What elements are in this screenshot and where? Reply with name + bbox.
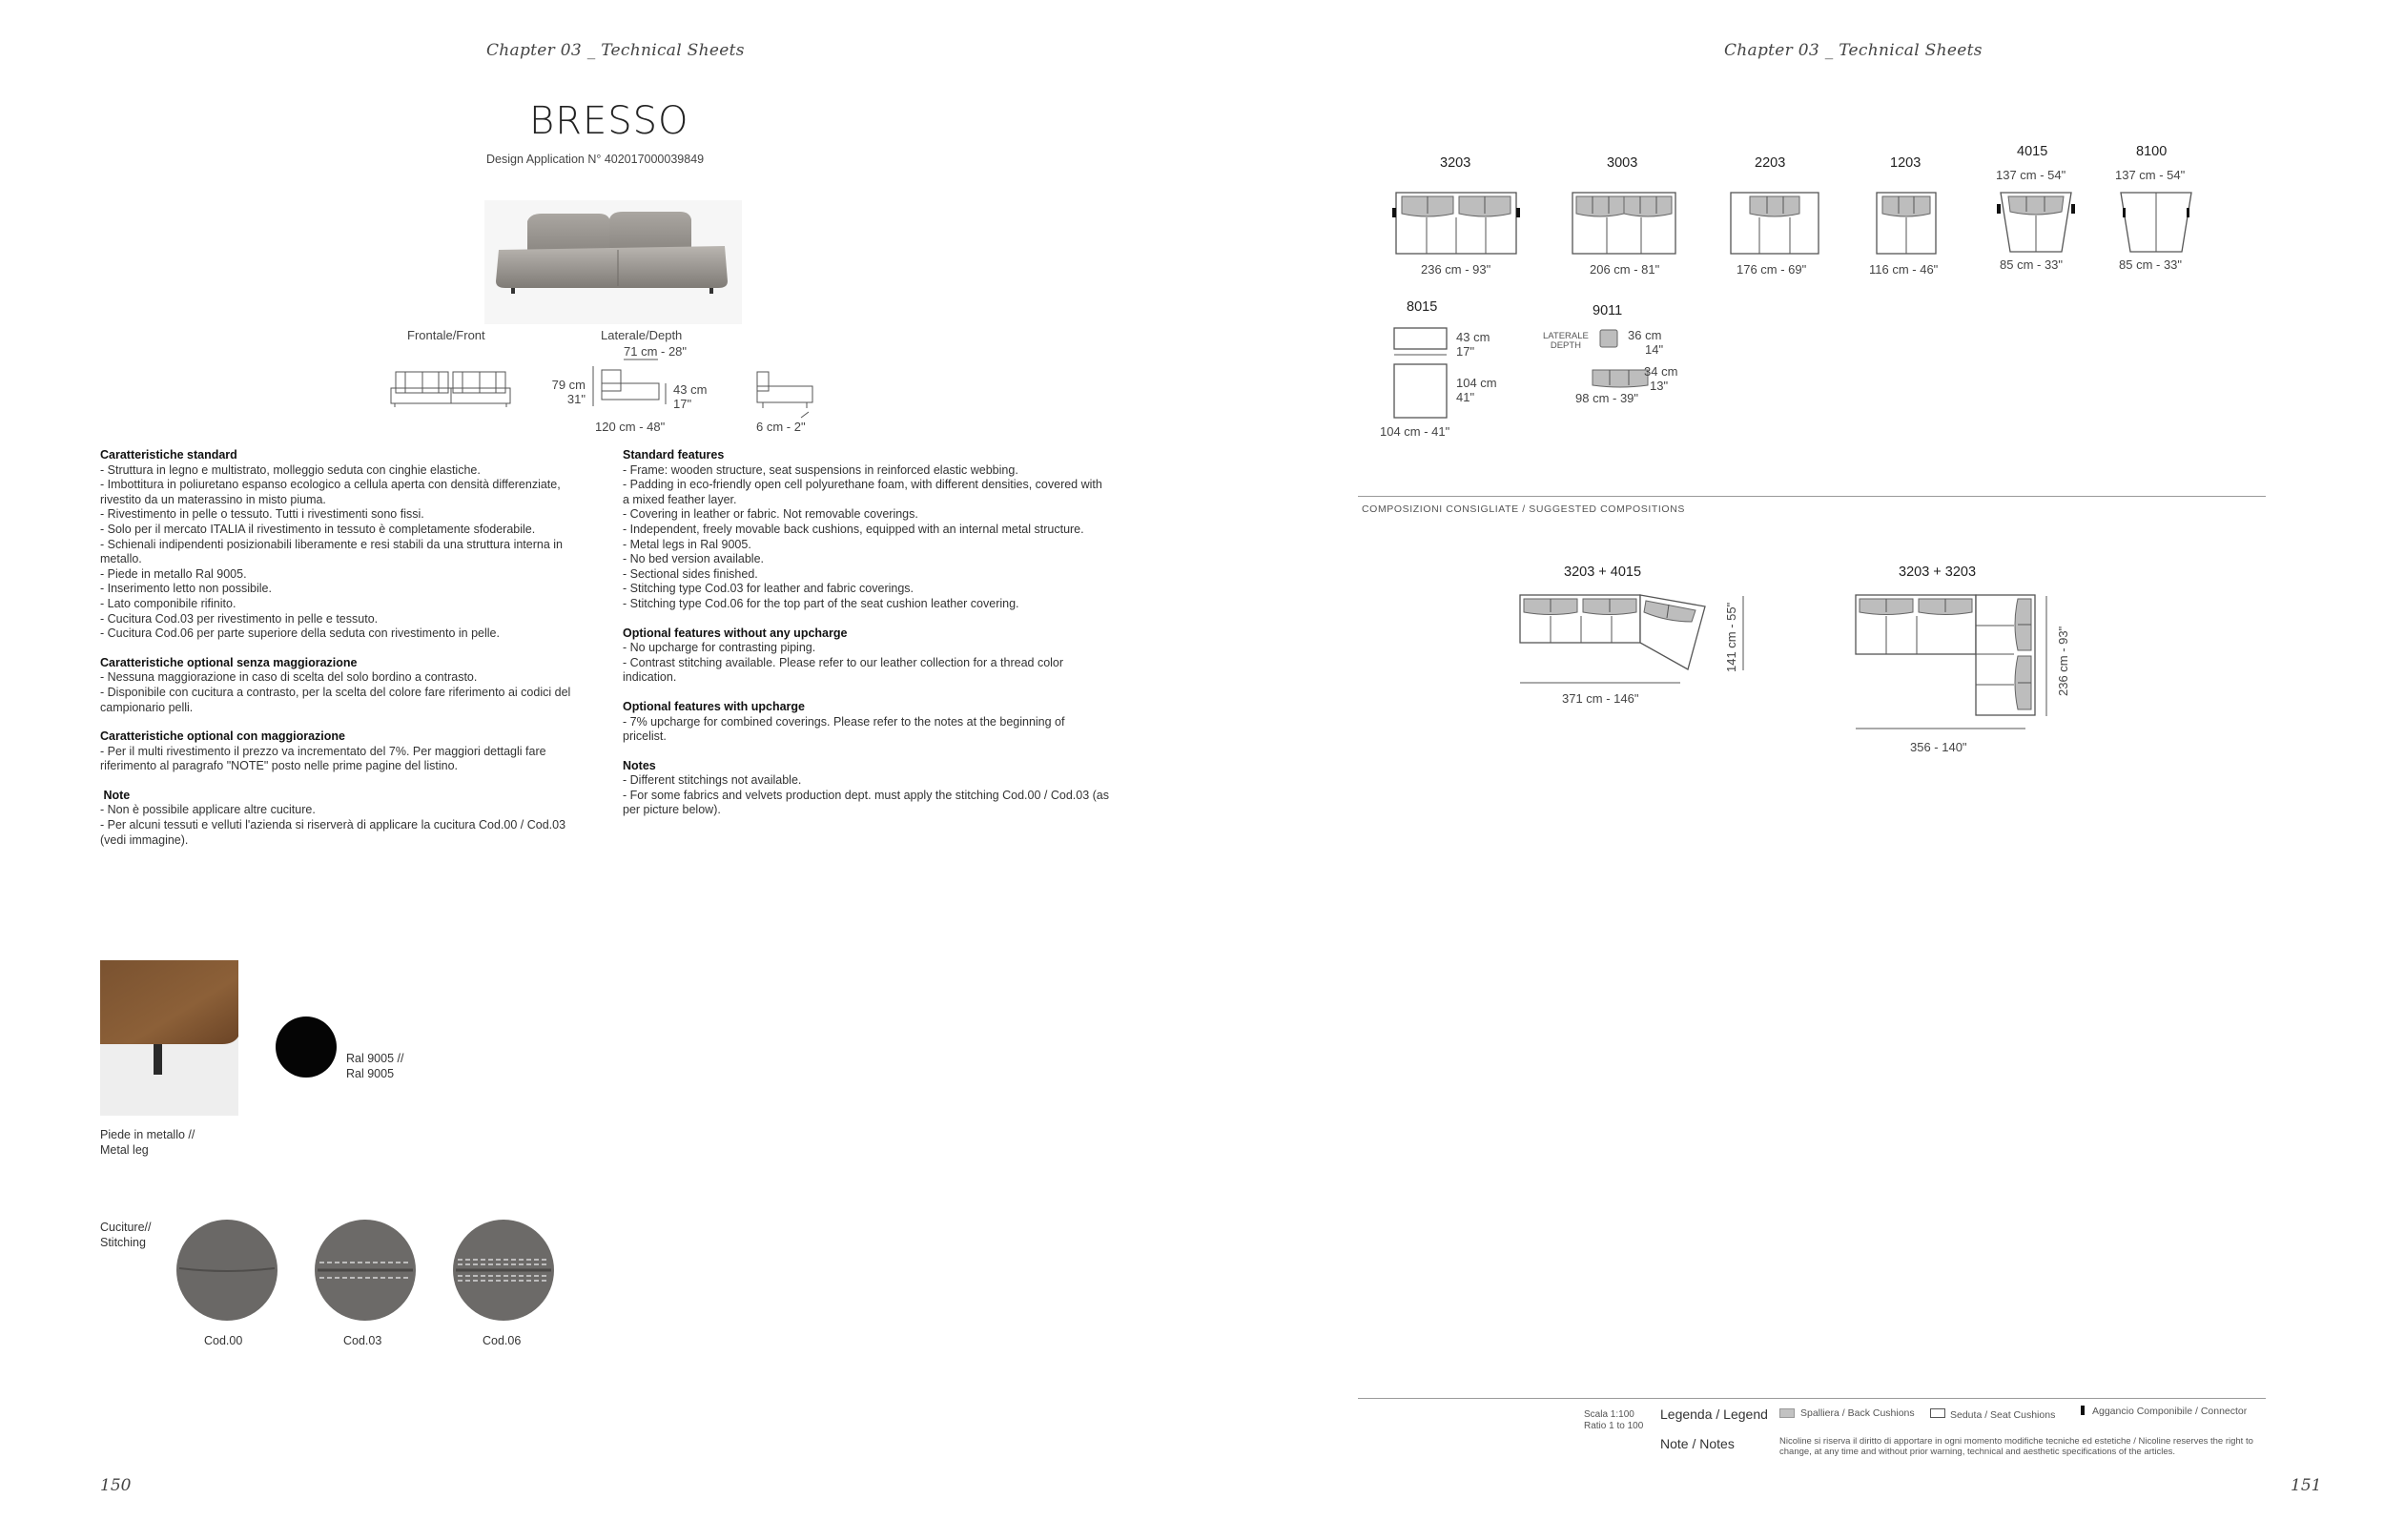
en-section-standard bbox=[623, 448, 1109, 612]
en-heading: Optional features without any upcharge bbox=[623, 626, 848, 640]
dim-cm: 34 cm bbox=[1644, 364, 1678, 379]
en-body: - Frame: wooden structure, seat suspensions in reinforced elastic webbing. - Padding in eco-friendly open cell polyurethane foam, with different densities, covered with a mixed feather layer. - Covering in leather or fabric. Not removable coverings. - Independent, freely movable back cushions, equipped with an internal metal structure. - Metal legs in Ral 9005. - No bed version available. - Sectional sides finished. - Stitching type Cod.03 for leather and fabric coverings. - Stitching type Cod.06 for the top part of the seat cushion leather covering. bbox=[623, 462, 1102, 610]
it-heading: Caratteristiche standard bbox=[100, 448, 237, 462]
ral-label: Ral 9005 // Ral 9005 bbox=[346, 1052, 404, 1080]
notes-text: Nicoline si riserva il diritto di apportare in ogni momento modifiche tecniche ed estetiche / Nicoline reserves the right to change, at any time and without prior warning, technical and aesthetic specifications of the articles. bbox=[1779, 1436, 2253, 1457]
composition-width: 356 - 140" bbox=[1910, 740, 1967, 754]
module-code: 1203 bbox=[1890, 155, 1922, 171]
module-8015-depth1 bbox=[1456, 330, 1490, 359]
en-section-notes bbox=[623, 759, 1109, 818]
stitch-swatch-cod03 bbox=[314, 1219, 417, 1322]
module-dim: 116 cm - 46" bbox=[1869, 262, 1939, 277]
italian-features bbox=[100, 448, 586, 848]
dim-in: 41" bbox=[1456, 390, 1475, 404]
module-dim: 236 cm - 93" bbox=[1421, 262, 1491, 277]
stitch-swatch-cod00 bbox=[175, 1219, 278, 1322]
module-dim: 176 cm - 69" bbox=[1737, 262, 1807, 277]
composition-title: 3203 + 3203 bbox=[1899, 565, 1977, 580]
it-body: - Struttura in legno e multistrato, molleggio seduta con cinghie elastiche. - Imbottitura in poliuretano espanso ecologico a cellula aperta con densità differenziate, rivestito da un materassino in misto piuma. - Rivestimento in pelle o tessuto. Tutti i rivestimenti sono fissi. - Solo per il mercato ITALIA il rivestimento in tessuto è completamente sfoderabile. - Schienali indipendenti posizionabili liberamente e resi stabili da una struttura interna in metallo. - Piede in metallo Ral 9005. - Inserimento letto non possibile. - Lato componibile rifinito. - Cucitura Cod.03 per rivestimento in pelle e tessuto. - Cucitura Cod.06 per parte superiore della seduta con rivestimento in pelle. bbox=[100, 462, 564, 641]
it-heading: Caratteristiche optional senza maggiorazione bbox=[100, 655, 358, 669]
depth-view-drawing bbox=[589, 360, 675, 418]
en-body: - 7% upcharge for combined coverings. Please refer to the notes at the beginning of pricelist. bbox=[623, 714, 1065, 744]
dim-in: 17" bbox=[1456, 344, 1475, 359]
module-code: 8015 bbox=[1407, 299, 1438, 315]
front-view-drawing bbox=[391, 367, 515, 415]
module-8015-width: 104 cm - 41" bbox=[1380, 424, 1450, 439]
module-dim-top: 137 cm - 54" bbox=[1996, 168, 2066, 182]
stitching-label: Cuciture// Stitching bbox=[100, 1221, 152, 1249]
back-cushions-label: Spalliera / Back Cushions bbox=[1800, 1407, 1915, 1419]
sofa-product-image bbox=[484, 200, 742, 324]
module-code: 8100 bbox=[2136, 144, 2168, 159]
module-dim: 85 cm - 33" bbox=[2119, 257, 2183, 272]
chapter-header-left: Chapter 03 _ Technical Sheets bbox=[486, 41, 745, 60]
module-code: 3203 bbox=[1440, 155, 1471, 171]
en-heading: Standard features bbox=[623, 448, 725, 462]
page-number-left: 150 bbox=[100, 1476, 132, 1495]
dim-cm: 36 cm bbox=[1628, 328, 1662, 342]
en-section-optional-free bbox=[623, 626, 1109, 686]
it-body: - Per il multi rivestimento il prezzo va incrementato del 7%. Per maggiori dettagli fare riferimento al paragrafo "NOTE" posto nelle prime pagine del listino. bbox=[100, 744, 546, 773]
module-1203-drawing bbox=[1875, 191, 1942, 257]
module-dim: 206 cm - 81" bbox=[1590, 262, 1660, 277]
module-3203-drawing bbox=[1394, 191, 1520, 257]
page-number-right: 151 bbox=[2291, 1476, 2322, 1495]
connector-label: Aggancio Componibile / Connector bbox=[2092, 1406, 2248, 1417]
dim-seat-in: 17" bbox=[673, 397, 692, 411]
it-section-note bbox=[100, 789, 586, 848]
module-code: 9011 bbox=[1593, 303, 1623, 318]
english-features bbox=[623, 448, 1109, 818]
composition-depth-line bbox=[1741, 596, 1747, 672]
module-dim: 85 cm - 33" bbox=[2000, 257, 2064, 272]
it-heading: Caratteristiche optional con maggiorazione bbox=[100, 729, 345, 744]
en-heading: Optional features with upcharge bbox=[623, 699, 805, 713]
it-section-standard bbox=[100, 448, 586, 642]
front-label: Frontale/Front bbox=[407, 328, 485, 342]
metal-leg-photo bbox=[100, 960, 238, 1116]
compositions-header: COMPOSIZIONI CONSIGLIATE / SUGGESTED COMPOSITIONS bbox=[1362, 503, 1685, 515]
composition-depth: 141 cm - 55" bbox=[1724, 602, 1738, 672]
composition-title: 3203 + 4015 bbox=[1564, 565, 1642, 580]
composition-3203-3203-drawing bbox=[1854, 591, 2045, 734]
it-section-optional-free bbox=[100, 656, 586, 715]
it-body: - Non è possibile applicare altre cuciture. - Per alcuni tessuti e velluti l'azienda si riserverà di applicare la cucitura Cod.00 / Cod.03 (vedi immagine). bbox=[100, 803, 566, 847]
dim-height-cm: 79 cm bbox=[551, 378, 586, 392]
it-heading: Note bbox=[100, 788, 131, 802]
dim-depth-top: 71 cm - 28" bbox=[624, 344, 688, 359]
leg-view-drawing bbox=[753, 370, 820, 427]
en-body: - No upcharge for contrasting piping. - Contrast stitching available. Please refer to our leather collection for a thread color indication. bbox=[623, 641, 1064, 685]
it-body: - Nessuna maggiorazione in caso di scelta del solo bordino a contrasto. - Disponibile con cucitura a contrasto, per la scelta del colore fare riferimento ai codici del campionario pelli. bbox=[100, 670, 571, 714]
en-section-optional-upcharge bbox=[623, 700, 1109, 745]
design-application: Design Application N° 402017000039849 bbox=[486, 153, 705, 166]
ral-9005-swatch bbox=[276, 1016, 337, 1078]
leg-caption: Piede in metallo // Metal leg bbox=[100, 1128, 195, 1157]
module-2203-drawing bbox=[1729, 191, 1824, 257]
composition-width: 371 cm - 146" bbox=[1562, 691, 1639, 706]
back-cushion-swatch bbox=[1779, 1408, 1795, 1418]
dim-height-in: 31" bbox=[566, 392, 586, 406]
dim-in: 13" bbox=[1650, 379, 1669, 393]
product-title: BRESSO bbox=[529, 99, 689, 143]
dim-seat-cm: 43 cm bbox=[673, 382, 708, 397]
composition-depth: 236 cm - 93" bbox=[2056, 626, 2070, 696]
dim-depth-bottom: 120 cm - 48" bbox=[595, 420, 666, 434]
dim-cm: 43 cm bbox=[1456, 330, 1490, 344]
legend-title: Legenda / Legend bbox=[1660, 1407, 1768, 1422]
depth-label: Laterale/Depth bbox=[601, 328, 683, 342]
stitch-code-label: Cod.06 bbox=[483, 1334, 522, 1347]
chapter-header-right: Chapter 03 _ Technical Sheets bbox=[1724, 41, 1983, 60]
module-9011-depth1 bbox=[1628, 328, 1663, 357]
en-body: - Different stitchings not available. - For some fabrics and velvets production dept. must apply the stitching Cod.00 / Cod.03 (as per picture below). bbox=[623, 773, 1109, 817]
module-8015-depth2 bbox=[1456, 376, 1497, 404]
stitch-code-label: Cod.00 bbox=[204, 1334, 243, 1347]
it-section-optional-upcharge bbox=[100, 729, 586, 774]
dim-seat bbox=[673, 382, 707, 411]
composition-3203-4015-drawing bbox=[1518, 591, 1728, 687]
notes-title: Note / Notes bbox=[1660, 1436, 1735, 1451]
composition-depth-line bbox=[2045, 596, 2050, 720]
stitch-code-label: Cod.03 bbox=[343, 1334, 382, 1347]
module-code: 4015 bbox=[2017, 144, 2048, 159]
section-divider bbox=[1358, 496, 2266, 497]
en-heading: Notes bbox=[623, 758, 656, 772]
legend-divider bbox=[1358, 1398, 2266, 1399]
connector-swatch bbox=[2081, 1406, 2085, 1415]
module-8015-drawing bbox=[1392, 326, 1451, 421]
module-9011-depth2 bbox=[1644, 364, 1677, 393]
module-code: 2203 bbox=[1755, 155, 1786, 171]
dim-cm: 104 cm bbox=[1456, 376, 1497, 390]
module-3003-drawing bbox=[1571, 191, 1680, 257]
scale-label: Scala 1:100 Ratio 1 to 100 bbox=[1584, 1409, 1644, 1431]
seat-cushion-swatch bbox=[1930, 1408, 1945, 1418]
dim-leg: 6 cm - 2" bbox=[756, 420, 806, 434]
dim-height bbox=[551, 378, 586, 406]
dim-in: 14" bbox=[1645, 342, 1664, 357]
module-4015-drawing bbox=[1999, 191, 2075, 256]
module-9011-width: 98 cm - 39" bbox=[1575, 391, 1639, 405]
module-code: 3003 bbox=[1607, 155, 1638, 171]
module-8100-drawing bbox=[2119, 191, 2195, 256]
module-9011-side-label: LATERALE DEPTH bbox=[1543, 331, 1589, 351]
stitch-swatch-cod06 bbox=[452, 1219, 555, 1322]
seat-cushions-label: Seduta / Seat Cushions bbox=[1950, 1409, 2056, 1421]
module-dim-top: 137 cm - 54" bbox=[2115, 168, 2186, 182]
